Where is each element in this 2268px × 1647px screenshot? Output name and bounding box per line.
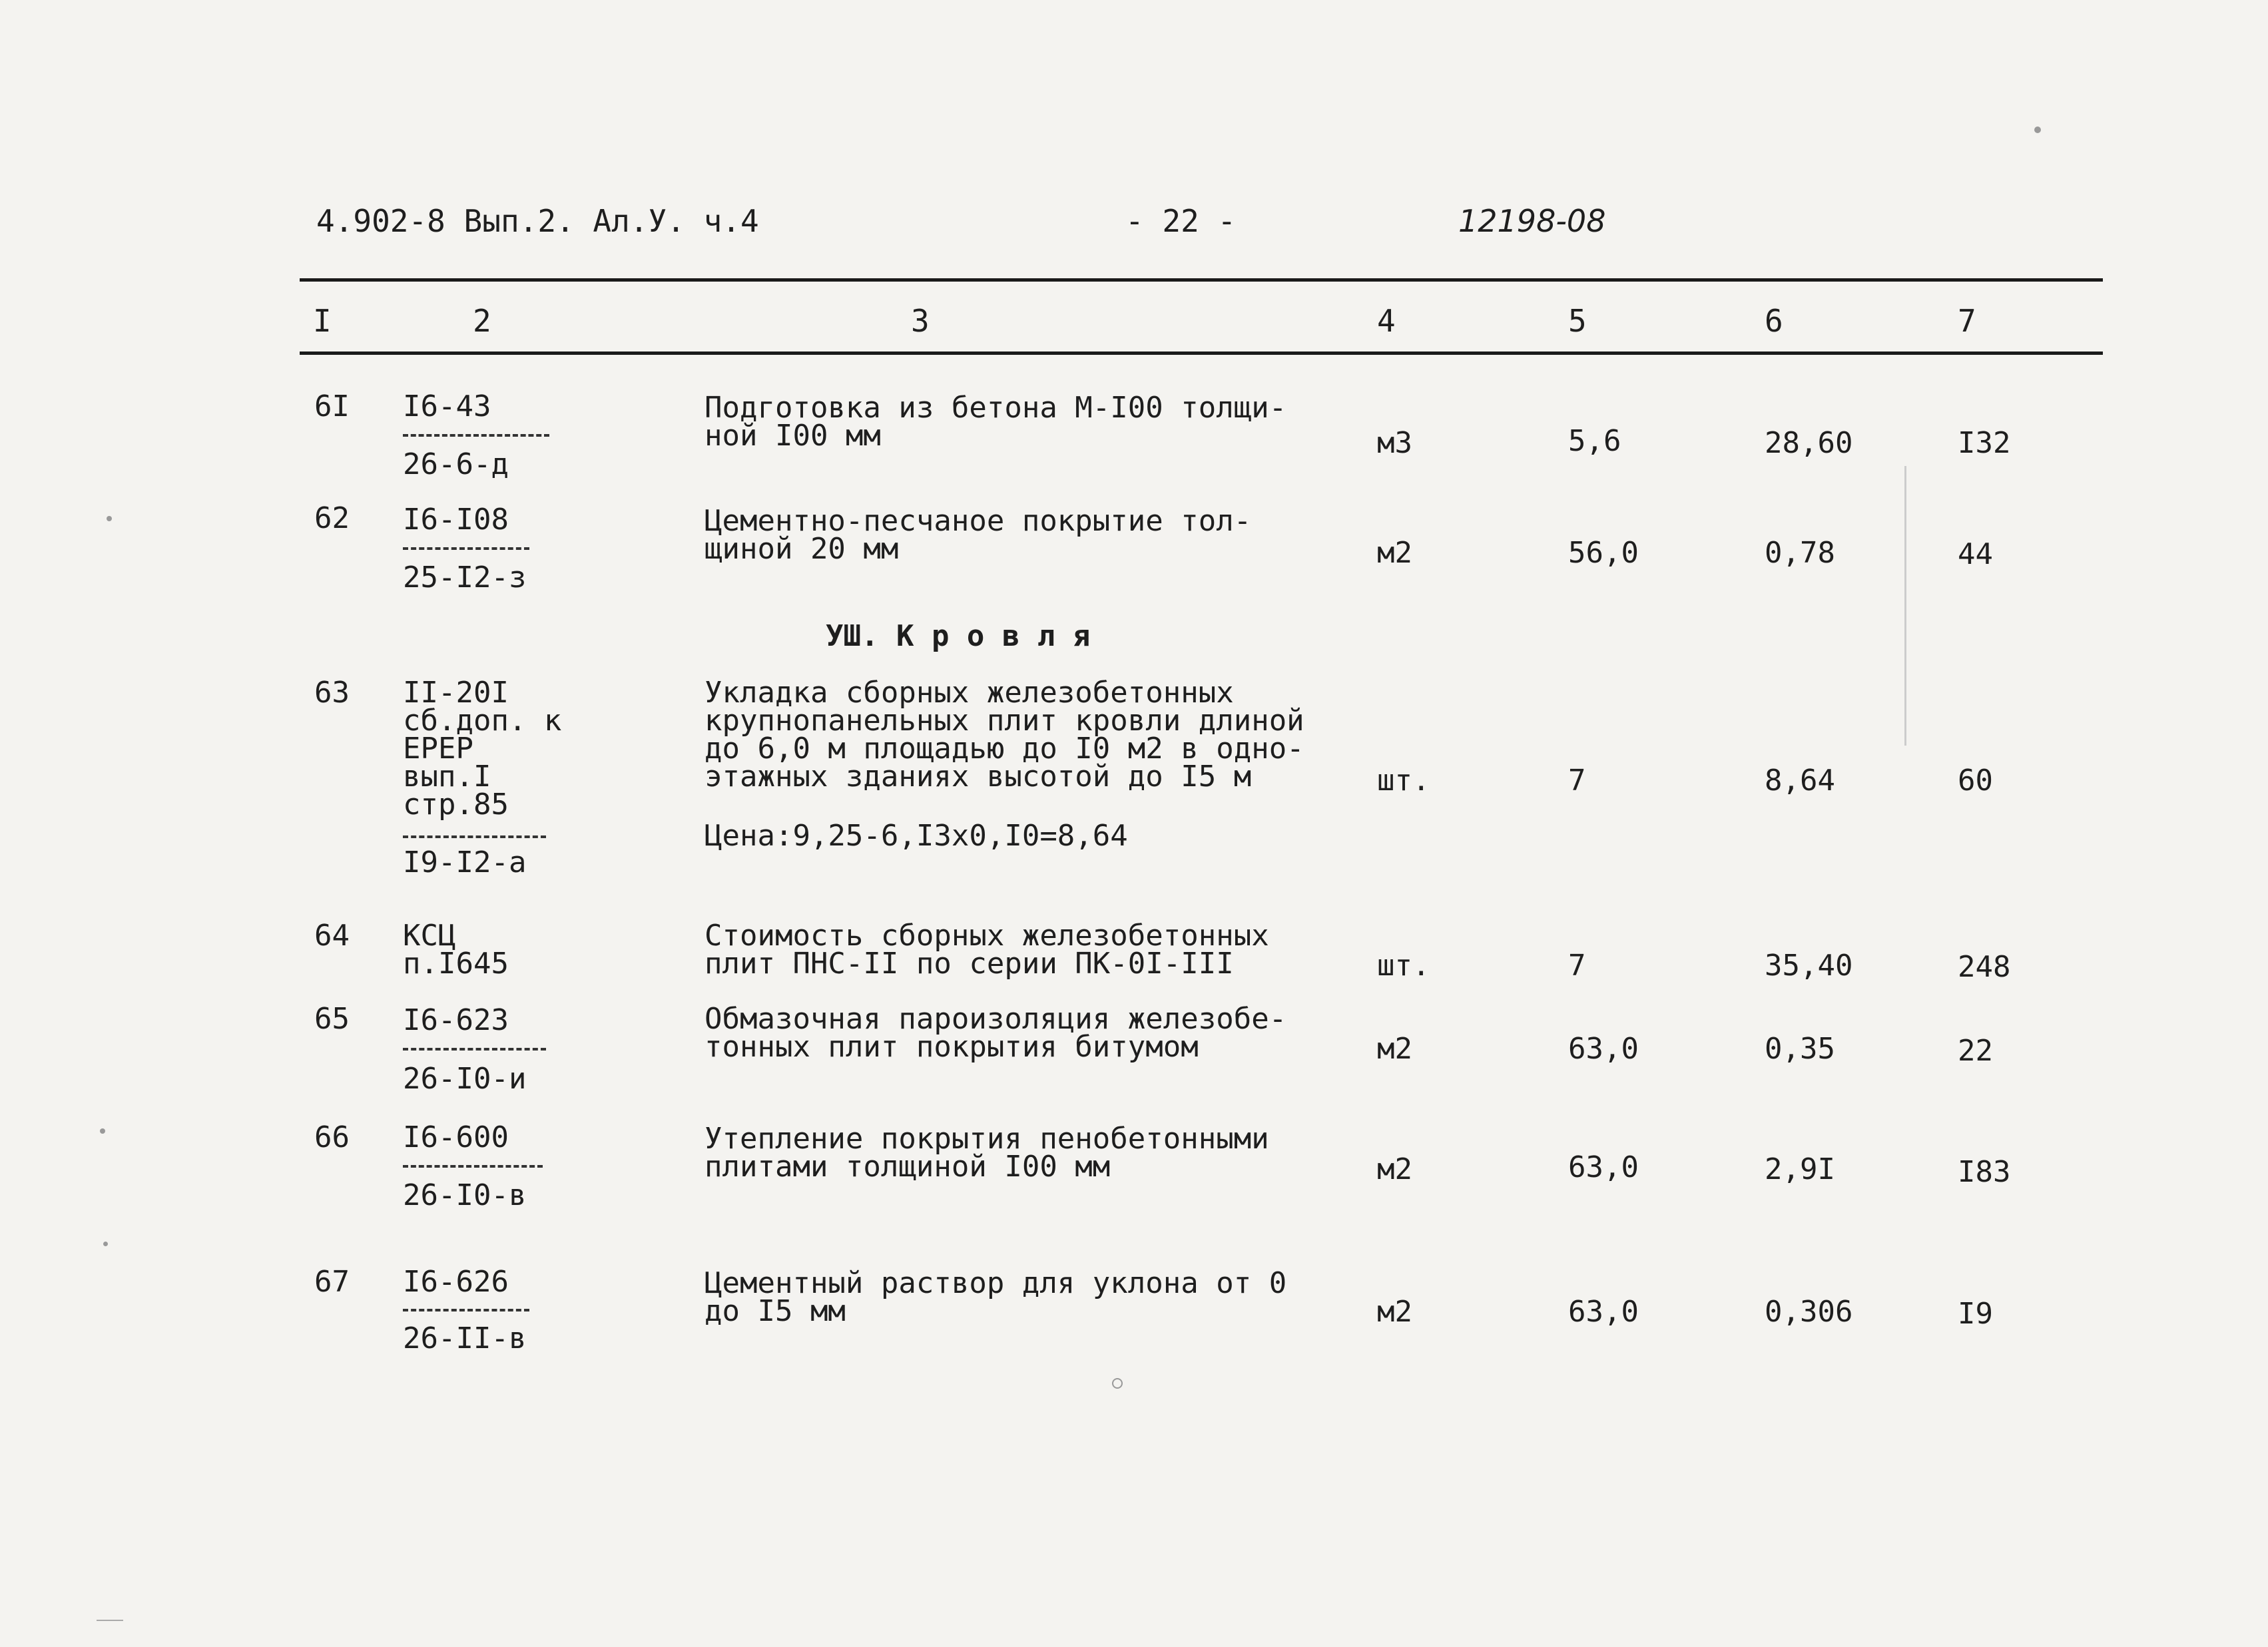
quantity-cell: 63,0 [1568,1150,1639,1184]
quantity-cell: 7 [1568,949,1586,983]
price-cell: 8,64 [1765,764,1835,798]
total-cell: 44 [1958,537,1993,571]
description-line: до 6,0 м площадью до I0 м2 в одно- [705,732,1304,766]
description-line: ной I00 мм [705,419,881,453]
column-number-5: 5 [1568,303,1587,339]
unit-cell: шт. [1377,949,1430,983]
description-line: плитами толщиной I00 мм [705,1150,1111,1184]
row-number: 64 [314,919,350,953]
fraction-line [403,1048,546,1051]
quantity-cell: 7 [1568,764,1586,798]
description-line: Подготовка из бетона М-I00 толщи- [705,391,1287,425]
archive-number: 12198-08 [1458,203,1606,239]
price-cell: 2,9I [1765,1152,1835,1186]
description-line: плит ПНС-II по серии ПК-0I-III [705,947,1234,981]
row-number: 6I [314,389,350,423]
quantity-cell: 63,0 [1568,1295,1639,1329]
fraction-line [403,1165,543,1168]
unit-cell: шт. [1377,764,1430,798]
description-line: тонных плит покрытия битумом [705,1030,1199,1064]
row-number: 66 [314,1120,350,1154]
column-number-6: 6 [1765,303,1783,339]
code-line: II-20I [403,676,509,710]
price-cell: 0,78 [1765,536,1835,570]
code-numerator: I6-43 [403,389,491,423]
code-numerator: I6-I08 [403,503,509,537]
code-line: сб.доп. к [403,704,562,738]
price-formula: Цена:9,25-6,I3х0,I0=8,64 [705,819,1128,853]
description-line: Обмазочная пароизоляция железобе- [705,1002,1287,1036]
description-line: Цементно-песчаное покрытие тол- [705,504,1252,538]
unit-cell: м2 [1377,1032,1412,1066]
total-cell: I83 [1958,1155,2011,1189]
unit-cell: м2 [1377,1295,1412,1329]
description-line: этажных зданиях высотой до I5 м [705,760,1252,794]
code-numerator: I6-600 [403,1120,509,1154]
price-cell: 0,306 [1765,1295,1853,1329]
description-line: Укладка сборных железобетонных [705,676,1234,710]
scan-speck [107,516,112,521]
description-line: до I5 мм [705,1294,846,1328]
row-number: 63 [314,676,350,710]
scan-speck [100,1128,105,1134]
price-cell: 0,35 [1765,1032,1835,1066]
total-cell: 22 [1958,1034,1993,1068]
total-cell: I32 [1958,426,2011,460]
fraction-line [403,1309,529,1311]
scan-mark [1904,466,1906,746]
column-number-2: 2 [473,303,491,339]
row-number: 67 [314,1265,350,1299]
quantity-cell: 63,0 [1568,1032,1639,1066]
table-top-rule [300,278,2103,282]
description-line: крупнопанельных плит кровли длиной [705,704,1304,738]
code-line: стр.85 [403,788,509,822]
unit-cell: м2 [1377,1152,1412,1186]
price-cell: 28,60 [1765,426,1853,460]
code-denominator: I9-I2-а [403,845,527,879]
code-line: КСЦ [403,919,456,953]
total-cell: 60 [1958,764,1993,798]
description-line: Цементный раствор для уклона от 0 [705,1266,1287,1300]
code-numerator: I6-626 [403,1265,509,1299]
document-reference: 4.902-8 Вып.2. Ал.У. ч.4 [316,203,759,239]
unit-cell: м3 [1377,426,1412,460]
fraction-line [403,835,546,838]
total-cell: 248 [1958,950,2011,984]
column-number-3: 3 [911,303,930,339]
column-number-7: 7 [1958,303,1976,339]
code-line: вып.I [403,760,491,794]
code-denominator: 26-II-в [403,1321,527,1355]
code-line: ЕРЕР [403,732,473,766]
row-number: 62 [314,501,350,535]
scan-speck [103,1242,108,1246]
fraction-line [403,547,529,550]
description-line: Стоимость сборных железобетонных [705,919,1269,953]
column-number-1: I [313,303,332,339]
fraction-line [403,434,549,437]
code-numerator: I6-623 [403,1003,509,1037]
scan-speck [1112,1378,1123,1389]
table-header-rule [300,352,2103,355]
scan-speck [2034,126,2041,133]
page-number: - 22 - [1125,203,1237,239]
column-number-4: 4 [1377,303,1396,339]
code-denominator: 25-I2-з [403,561,527,594]
price-cell: 35,40 [1765,949,1853,983]
total-cell: I9 [1958,1297,1993,1331]
scan-mark [97,1620,123,1621]
code-denominator: 26-I0-и [403,1062,527,1096]
description-line: Утепление покрытия пенобетонными [705,1122,1269,1156]
row-number: 65 [314,1002,350,1036]
quantity-cell: 56,0 [1568,536,1639,570]
code-denominator: 26-6-д [403,447,509,481]
code-line: п.I645 [403,947,509,981]
section-title: УШ. К р о в л я [826,619,1091,653]
quantity-cell: 5,6 [1568,424,1621,458]
unit-cell: м2 [1377,536,1412,570]
code-denominator: 26-I0-в [403,1178,527,1212]
description-line: щиной 20 мм [705,532,899,566]
